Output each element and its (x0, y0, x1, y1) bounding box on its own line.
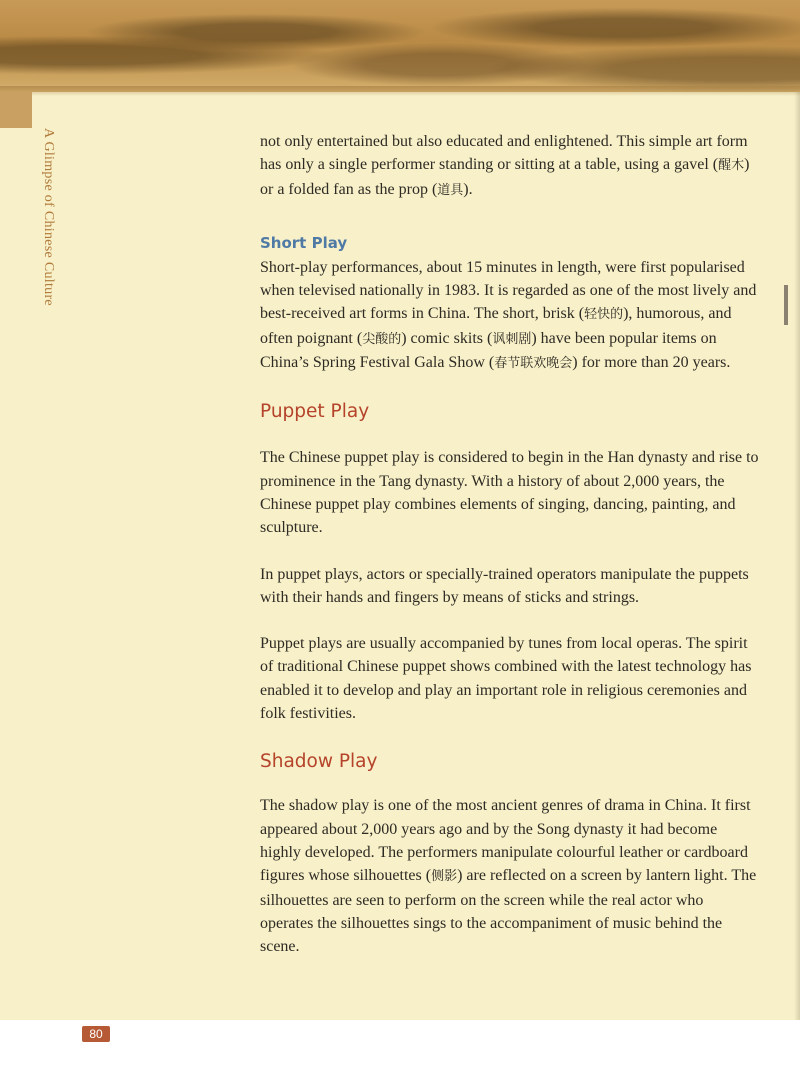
short-play-text-1: Short-play performances, about 15 minutes in length, were first popularised when televised nationally in 1983. It is regarded as one of the most lively and best-received art forms in China. The short, brisk ( (260, 258, 757, 323)
short-play-paragraph (260, 256, 760, 375)
short-play-text-3: ) comic skits ( (401, 329, 493, 347)
short-play-chinese-3: 讽刺剧 (492, 331, 532, 347)
page-number: 80 (82, 1026, 110, 1042)
puppet-play-paragraph-3: Puppet plays are usually accompanied by tunes from local operas. The spirit of traditional Chinese puppet shows combined with the latest technology has enabled it to develop and play an important role in religious ceremonies and folk festivities. (260, 635, 752, 723)
side-color-strip (0, 92, 32, 128)
banner-fade (0, 86, 800, 96)
short-play-text-2: ), humorous, and often poignant ( (260, 305, 732, 347)
short-play-text-5: ) for more than 20 years. (572, 354, 731, 372)
intro-text-2: ) or a folded fan as the prop ( (260, 156, 750, 198)
shadow-play-paragraph (260, 794, 760, 958)
short-play-chinese-1: 轻快的 (584, 307, 624, 323)
shadow-play-text-2: ) are reflected on a screen by lantern light. The silhouettes are seen to perform on the screen while the real actor who operates the silhouettes sings to the accompaniment of music behind the scene. (260, 867, 757, 956)
puppet-play-paragraph-1: The Chinese puppet play is considered to begin in the Han dynasty and rise to prominence in the Tang dynasty. With a history of about 2,000 years, the Chinese puppet play combines elements of singing, dancing, painting, and sculpture. (260, 449, 759, 537)
intro-paragraph (260, 130, 760, 202)
intro-chinese-gavel: 醒木 (718, 158, 745, 174)
intro-chinese-prop: 道具 (437, 182, 464, 198)
puppet-play-paragraph-2: In puppet plays, actors or specially-trained operators manipulate the puppets with their hands and fingers by means of sticks and strings. (260, 565, 749, 606)
shadow-play-chinese-1: 侧影 (431, 869, 458, 885)
short-play-text-4: ) have been popular items on China’s Spring Festival Gala Show ( (260, 329, 717, 372)
edge-mark (784, 285, 788, 325)
main-content (260, 130, 760, 958)
intro-text-1: not only entertained but also educated and enlightened. This simple art form has only a single performer standing or sitting at a table, using a gavel ( (260, 133, 748, 174)
header-painting-banner (0, 0, 800, 92)
short-play-heading: Short Play (260, 233, 348, 252)
page-edge-shadow (794, 92, 800, 1032)
shadow-play-text-1: The shadow play is one of the most ancient genres of drama in China. It first appeared about 2,000 years ago and by the Song dynasty it had become highly developed. The performers manipulate colourful leather or cardboard figures whose silhouettes ( (260, 797, 751, 885)
short-play-chinese-2: 尖酸的 (362, 331, 402, 347)
puppet-play-heading: Puppet Play (260, 401, 370, 423)
intro-text-3: ). (463, 180, 473, 198)
shadow-play-heading: Shadow Play (260, 751, 378, 773)
page-bottom-margin (0, 1020, 800, 1092)
running-side-title: A Glimpse of Chinese Culture (41, 128, 56, 306)
short-play-chinese-4: 春节联欢晚会 (494, 356, 573, 372)
